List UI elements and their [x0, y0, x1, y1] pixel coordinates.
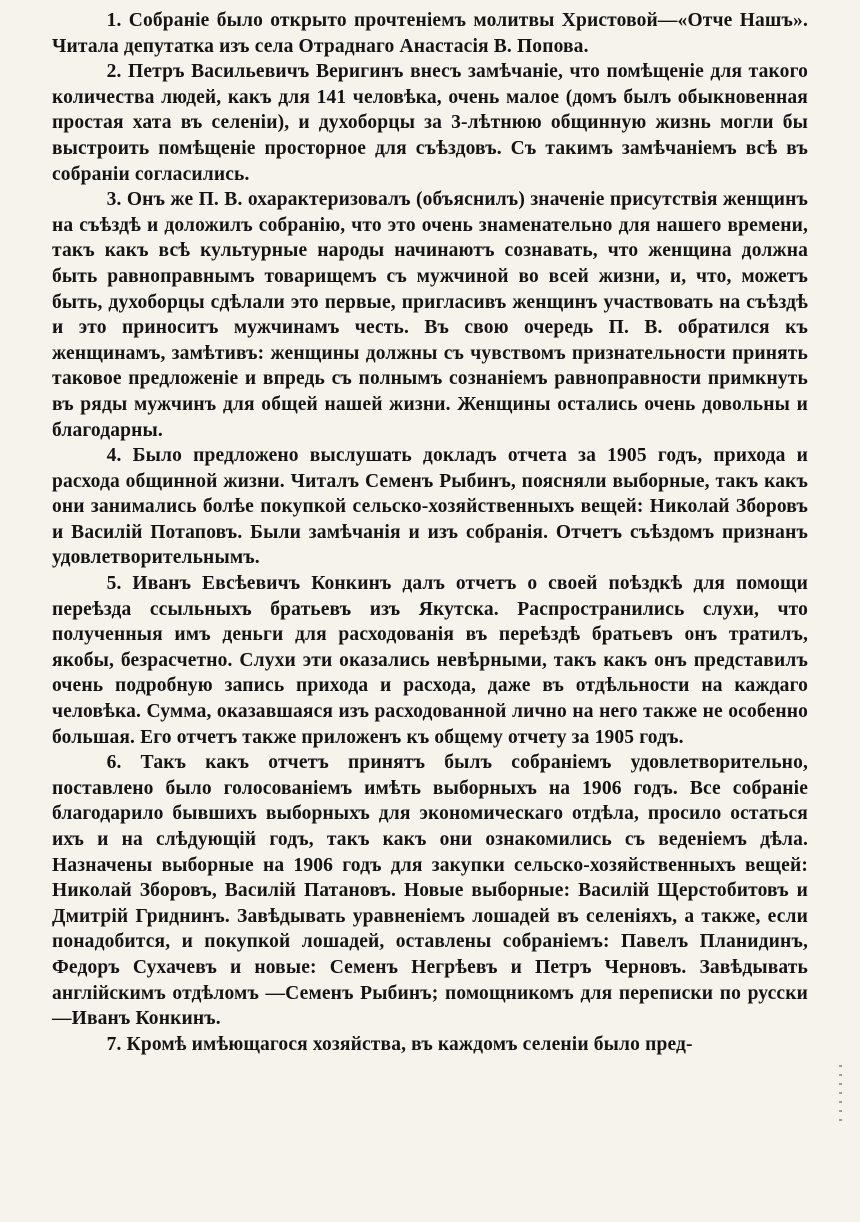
paragraph-5: 5. Иванъ Евсѣевичъ Конкинъ далъ отчетъ о своей поѣздкѣ для помощи переѣзда ссыльныхъ братьевъ изъ Якутска. Распространились слухи, что полученныя имъ деньги для расходованія въ переѣздѣ братьевъ онъ тратилъ, якобы, безрасчетно. Слухи эти оказались невѣрными, такъ какъ онъ представилъ очень подробную запись прихода и расхода, даже въ отдѣльности на каждаго человѣка. Сумма, оказавшаяся изъ расходованной лично на него также не особенно большая. Его отчетъ также приложенъ къ общему отчету за 1905 годъ. — [52, 573, 808, 748]
paragraph-1: 1. Собраніе было открыто прочтеніемъ молитвы Христовой—«Отче Нашъ». Читала депутатка изъ села Отраднаго Анастасія В. Попова. — [52, 10, 808, 57]
paragraph-4: 4. Было предложено выслушать докладъ отчета за 1905 годъ, прихода и расхода общинной жизни. Читалъ Семенъ Рыбинъ, поясняли выборные, такъ какъ они занимались болѣе покупкой сельско-хозяйственныхъ вещей: Николай Зборовъ и Василій Потаповъ. Были замѣчанія и изъ собранія. Отчетъ съѣздомъ признанъ удовлетворительнымъ. — [52, 445, 808, 569]
paragraph-3: 3. Онъ же П. В. охарактеризовалъ (объяснилъ) значеніе присутствія женщинъ на съѣздѣ и доложилъ собранію, что это очень знаменательно для нашего времени, такъ какъ всѣ культурные народы начинаютъ сознавать, что женщина должна быть равноправнымъ товарищемъ съ мужчиной во всей жизни, и, что, можетъ быть, духоборцы сдѣлали это первые, пригласивъ женщинъ участвовать на съѣздѣ и это приноситъ мужчинамъ честь. Въ свою очередь П. В. обратился къ женщинамъ, замѣтивъ: женщины должны съ чувствомъ признательности принять таковое предложеніе и впредь съ полнымъ сознаніемъ равноправности примкнуть въ ряды мужчинъ для общей нашей жизни. Женщины остались очень довольны и благодарны. — [52, 189, 808, 441]
paragraph-6: 6. Такъ какъ отчетъ принятъ былъ собраніемъ удовлетворительно, поставлено было голосованіемъ имѣть выборныхъ на 1906 годъ. Все собраніе благодарило бывшихъ выборныхъ для экономическаго отдѣла, просило остаться ихъ и на слѣдующій годъ, такъ какъ они ознакомились съ веденіемъ дѣла. Назначены выборные на 1906 годъ для закупки сельско-хозяйственныхъ вещей: Николай Зборовъ, Василій Патановъ. Новые выборные: Василій Щерстобитовъ и Дмитрій Гриднинъ. Завѣдывать уравненіемъ лошадей въ селеніяхъ, а также, если понадобится, и покупкой лошадей, оставлены собраніемъ: Павелъ Планидинъ, Федоръ Сухачевъ и новые: Семенъ Негрѣевъ и Петръ Черновъ. Завѣдывать англійскимъ отдѣломъ —Семенъ Рыбинъ; помощникомъ для переписки по русски—Иванъ Конкинъ. — [52, 752, 808, 1030]
page-edge-mark — [839, 1065, 842, 1123]
paragraph-7: 7. Кромѣ имѣющагося хозяйства, въ каждомъ селеніи было пред- — [106, 1033, 693, 1055]
paragraph-2: 2. Петръ Васильевичъ Веригинъ внесъ замѣчаніе, что помѣщеніе для такого количества людей, какъ для 141 человѣка, очень малое (домъ былъ обыкновенная простая хата въ селеніи), и духоборцы за 3-лѣтнюю общинную жизнь могли бы выстроить помѣщеніе просторное для съѣздовъ. Съ такимъ замѣчаніемъ всѣ въ собраніи согласились. — [52, 61, 808, 185]
